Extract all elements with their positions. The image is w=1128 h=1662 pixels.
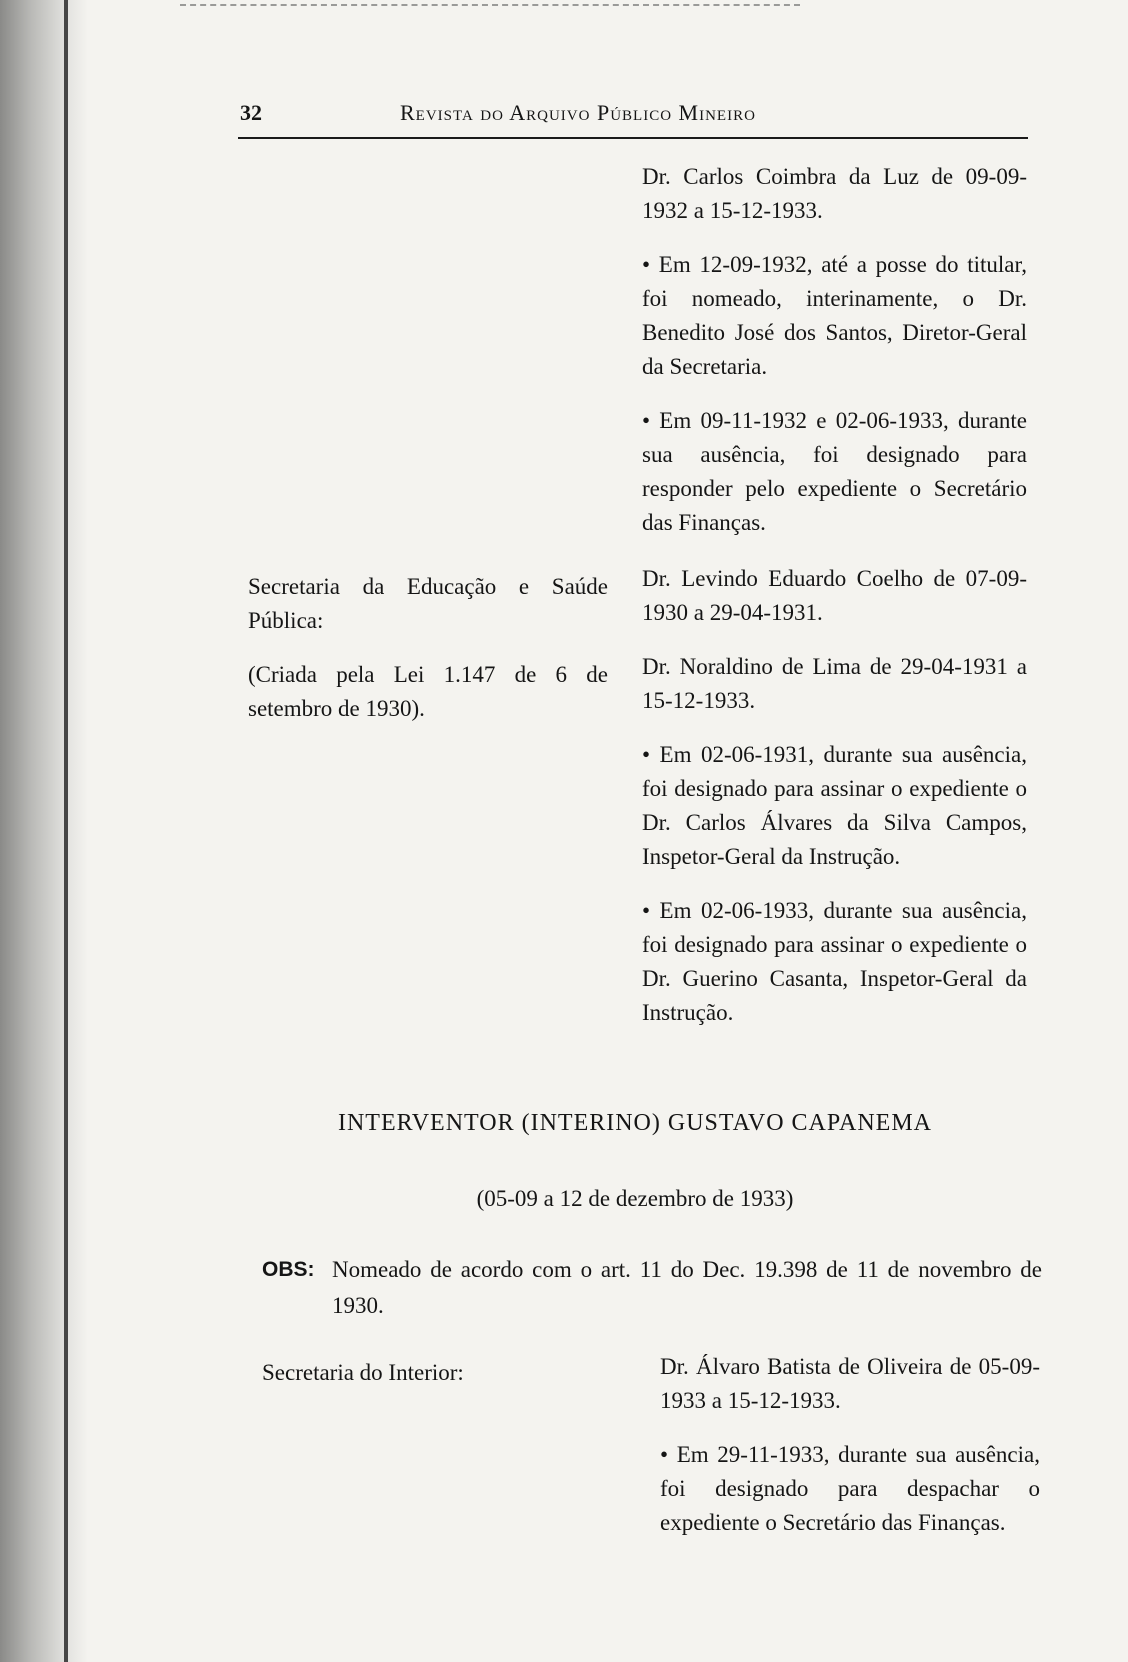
obs-text: Nomeado de acordo com o art. 11 do Dec. 19.398 de 11 de novembro de 1930.	[332, 1257, 1042, 1318]
section3-right-column	[660, 1350, 1040, 1560]
section-period: (05-09 a 12 de dezembro de 1933)	[476, 1186, 794, 1211]
page-header	[240, 100, 1030, 130]
note-paragraph: • Em 12-09-1932, até a posse do titular, foi nomeado, interinamente, o Dr. Benedito José dos Santos, Diretor-Geral da Secretaria.	[642, 252, 1027, 379]
section-title: INTERVENTOR (INTERINO) GUSTAVO CAPANEMA	[337, 1110, 933, 1136]
running-title: Revista do Arquivo Público Mineiro	[400, 100, 756, 125]
secretariat-name: Secretaria do Interior:	[262, 1360, 464, 1385]
note-paragraph: • Em 09-11-1932 e 02-06-1933, durante sua ausência, foi designado para responder pelo expediente o Secretário das Finanças.	[642, 408, 1027, 535]
section1-right-column	[642, 160, 1027, 560]
note-paragraph: • Em 02-06-1933, durante sua ausência, foi designado para assinar o expediente o Dr. Guerino Casanta, Inspetor-Geral da Instrução.	[642, 898, 1027, 1025]
entry-paragraph: Dr. Noraldino de Lima de 29-04-1931 a 15-12-1933.	[642, 654, 1027, 713]
entry-paragraph: Dr. Álvaro Batista de Oliveira de 05-09-1933 a 15-12-1933.	[660, 1354, 1040, 1413]
section2-left-column	[248, 570, 608, 746]
secretariat-name: Secretaria da Educação e Saúde Pública:	[248, 574, 608, 633]
obs-label: OBS:	[262, 1258, 315, 1281]
section3-left-column	[262, 1356, 592, 1410]
header-rule	[238, 137, 1028, 139]
note-paragraph: • Em 29-11-1933, durante sua ausência, foi designado para despachar o expediente o Secretário das Finanças.	[660, 1442, 1040, 1535]
entry-paragraph: Dr. Levindo Eduardo Coelho de 07-09-1930 a 29-04-1931.	[642, 566, 1027, 625]
secretariat-note: (Criada pela Lei 1.147 de 6 de setembro de 1930).	[248, 662, 608, 721]
section2-right-column	[642, 562, 1027, 1050]
page-number: 32	[240, 100, 262, 125]
note-paragraph: • Em 02-06-1931, durante sua ausência, foi designado para assinar o expediente o Dr. Carlos Álvares da Silva Campos, Inspetor-Geral da Instrução.	[642, 742, 1027, 869]
entry-paragraph: Dr. Carlos Coimbra da Luz de 09-09-1932 a 15-12-1933.	[642, 164, 1027, 223]
